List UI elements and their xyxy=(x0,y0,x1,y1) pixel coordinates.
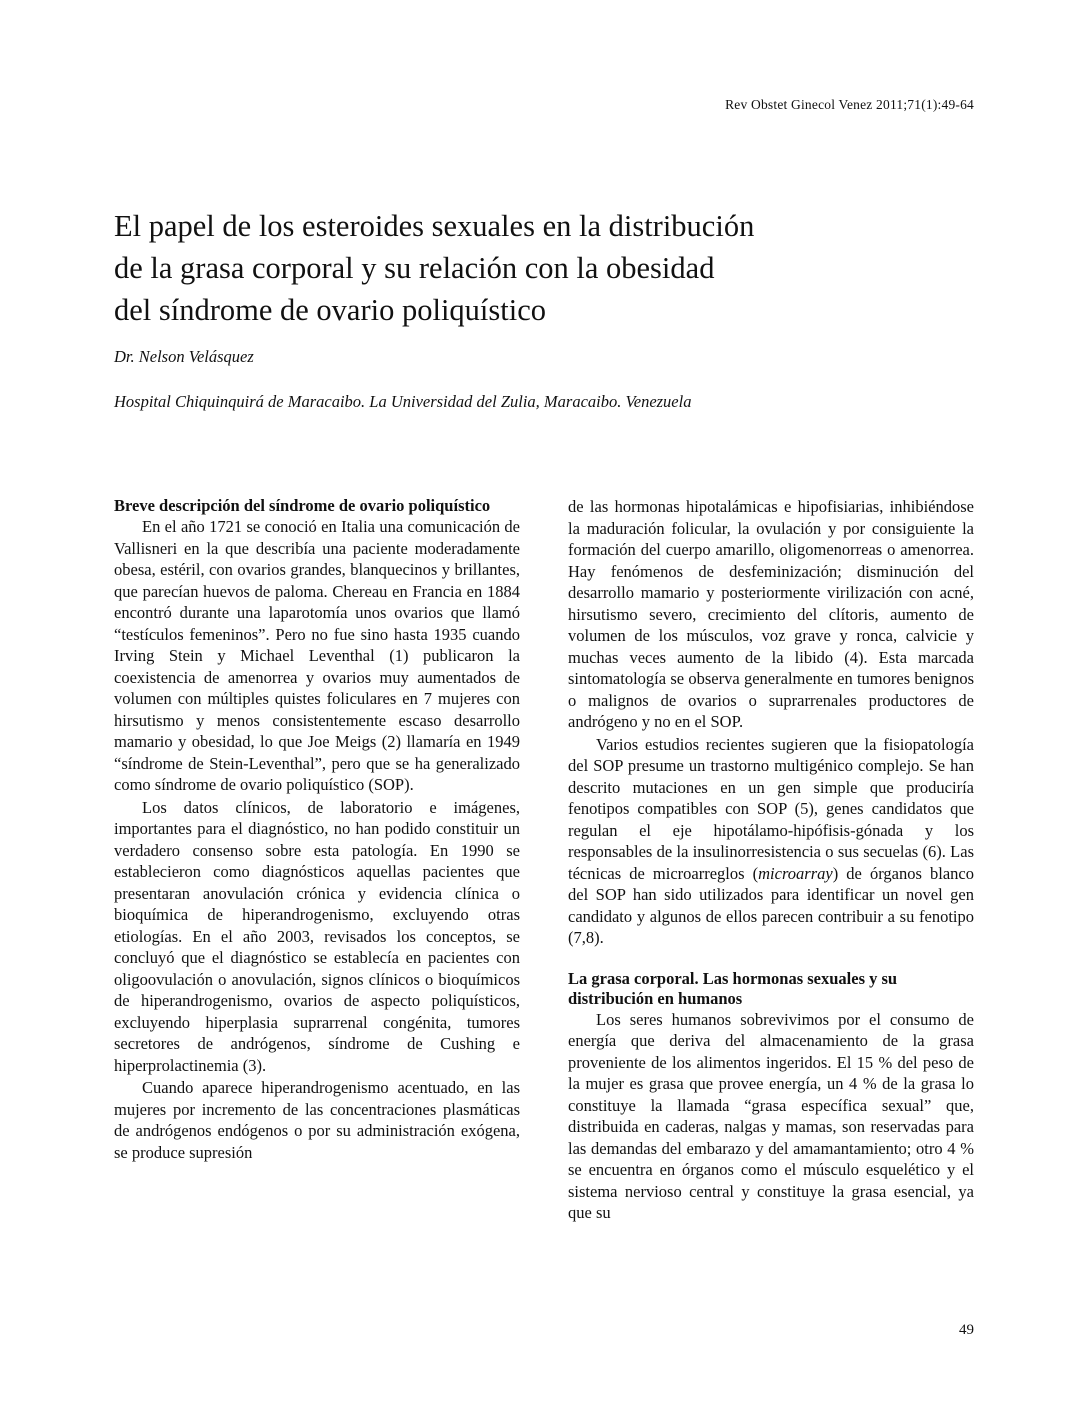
author-affiliation: Hospital Chiquinquirá de Maracaibo. La Universidad del Zulia, Maracaibo. Venezuela xyxy=(114,392,692,411)
body-paragraph: En el año 1721 se conoció en Italia una comunicación de Vallisneri en la que describía una paciente moderadamente obesa, estéril, con ovarios grandes, blanquecinos y brillantes, que parecían huevos de paloma. Chereau en Francia en 1884 encontró durante una laparotomía unos ovarios que llamó “testículos femeninos”. Pero no fue sino hasta 1935 cuando Irving Stein y Michael Leventhal (1) publicaron la coexistencia de amenorrea y ovarios muy aumentados de volumen con múltiples quistes foliculares en 7 mujeres con hirsutismo y menos consistentemente escaso desarrollo mamario y obesidad, lo que Joe Meigs (2) llamaría en 1949 “síndrome de Stein-Leventhal”, pero que se ha generalizado como síndrome de ovario poliquístico (SOP). xyxy=(114,517,520,794)
paragraph-text: ) de órganos blanco del SOP han sido utilizados para identificar un novel gen candidato y algunos de ellos parecen contribuir a su fenotipo (7,8). xyxy=(568,863,974,947)
paragraph-text: Varios estudios recientes sugieren que la fisiopatología del SOP presume un trastorno multigénico complejo. Se han descrito mutaciones en un gen simple que produciría fenotipos compatibles con SOP (5), genes candidatos que regulan el eje hipotálamo-hipófisis-gónada y los responsables de la insulinorresistencia o sus secuelas (6). Las técnicas de microarreglos ( xyxy=(568,734,974,883)
article-title xyxy=(114,205,934,331)
left-column xyxy=(114,496,520,1163)
page-number: 49 xyxy=(959,1322,974,1338)
body-paragraph xyxy=(568,734,974,949)
section-heading: Breve descripción del síndrome de ovario poliquístico xyxy=(114,496,491,515)
italic-term: microarray xyxy=(758,863,833,883)
body-paragraph: Cuando aparece hiperandrogenismo acentuado, en las mujeres por incremento de las concentraciones plasmáticas de andrógenos endógenos o por su administración exógena, se produce supresión xyxy=(114,1078,520,1162)
title-line: de la grasa corporal y su relación con la obesidad xyxy=(114,251,715,285)
author-name: Dr. Nelson Velásquez xyxy=(114,347,254,366)
section-heading: La grasa corporal. Las hormonas sexuales y su distribución en humanos xyxy=(568,968,898,1008)
journal-reference: Rev Obstet Ginecol Venez 2011;71(1):49-64 xyxy=(725,97,974,112)
title-line: El papel de los esteroides sexuales en la distribución xyxy=(114,209,755,243)
right-column xyxy=(568,496,974,1224)
body-paragraph-continued: de las hormonas hipotalámicas e hipofisiarias, inhibiéndose la maduración folicular, la ovulación y por consiguiente la formación del cuerpo amarillo, oligomenorreas o amenorrea. Hay fenómenos de desfeminización; disminución del desarrollo mamario y posteriormente virilización con acné, hirsutismo severo, crecimiento del clítoris, aumento de volumen de los músculos, voz grave y ronca, calvicie y muchas veces aumento de la libido (4). Esta marcada sintomatología se observa generalmente en tumores benignos o malignos de ovarios o suprarrenales productores de andrógeno y no en el SOP. xyxy=(568,497,974,731)
body-paragraph: Los seres humanos sobrevivimos por el consumo de energía que deriva del almacenamiento de la grasa proveniente de los alimentos ingeridos. El 15 % del peso de la mujer es grasa que provee energía, un 4 % de la grasa lo constituye la llamada “grasa específica sexual” que, distribuida en caderas, nalgas y mamas, son reservadas para las demandas del embarazo y del amamantamiento; otro 4 % se encuentra en órganos como el músculo esquelético y el sistema nervioso central y constituye la grasa esencial, ya que su xyxy=(568,1009,974,1222)
title-line: del síndrome de ovario poliquístico xyxy=(114,293,547,327)
body-paragraph: Los datos clínicos, de laboratorio e imágenes, importantes para el diagnóstico, no han podido constituir un verdadero consenso sobre esta patología. En 1990 se establecieron como diagnósticos aquellas pacientes que presentaran anovulación crónica y evidencia clínica o bioquímica de hiperandrogenismo, excluyendo otras etiologías. En el año 2003, revisados los conceptos, se concluyó que el diagnóstico se establecía en pacientes con oligoovulación o anovulación, signos clínicos o bioquímicos de hiperandrogenismo, ovarios de aspecto poliquísticos, excluyendo hiperplasia suprarrenal congénita, tumores secretores de andrógenos, síndrome de Cushing e hiperprolactinemia (3). xyxy=(114,797,520,1075)
